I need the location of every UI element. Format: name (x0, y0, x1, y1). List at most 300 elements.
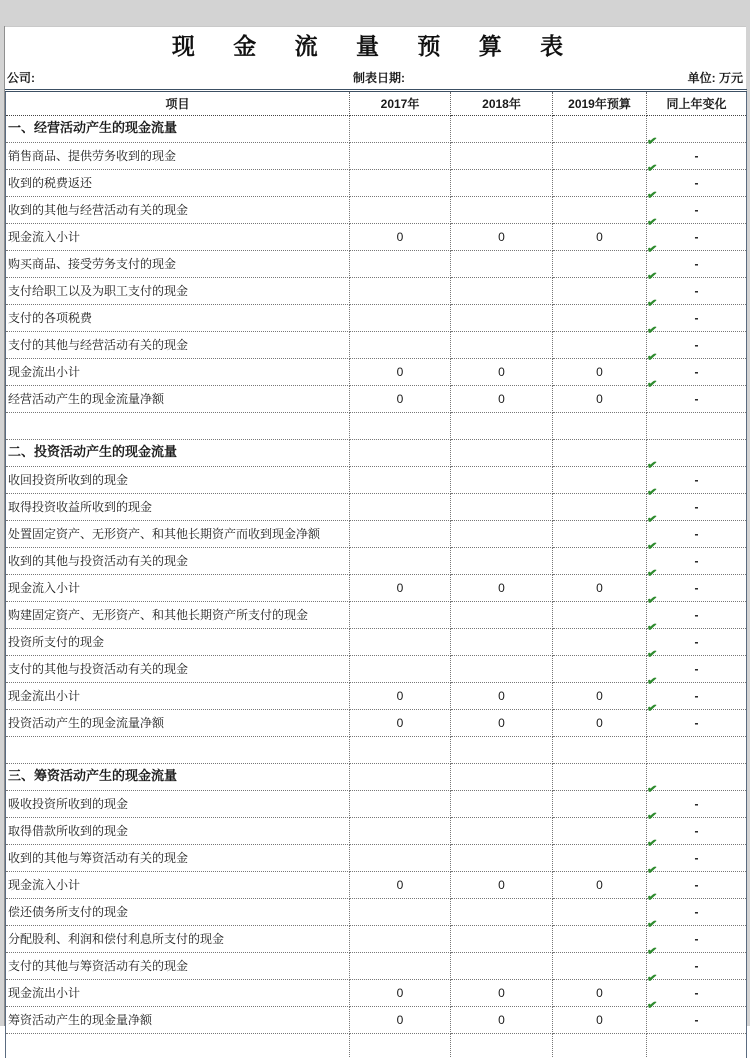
cell-value[interactable]: 0 (451, 224, 553, 251)
cell-value[interactable] (553, 116, 647, 143)
cell-value[interactable] (553, 602, 647, 629)
cell-value[interactable] (553, 440, 647, 467)
cell-value[interactable] (350, 170, 451, 197)
cell-value[interactable]: 0 (350, 683, 451, 710)
cell-label-text: 投资活动产生的现金流量净额 (8, 716, 165, 730)
cell-value[interactable] (350, 791, 451, 818)
table-row (6, 521, 747, 548)
table-row (6, 872, 747, 899)
check-icon: ✔ (646, 133, 658, 149)
cell-value[interactable] (451, 548, 553, 575)
check-icon: ✔ (646, 646, 658, 662)
change-value: - (694, 311, 699, 325)
cell-value[interactable] (451, 440, 553, 467)
cell-value[interactable] (553, 467, 647, 494)
check-icon: ✔ (646, 538, 658, 554)
change-value: - (694, 527, 699, 541)
cell-change[interactable] (646, 592, 747, 629)
cell-label-text: 现金流入小计 (8, 878, 81, 892)
change-value: - (694, 284, 699, 298)
cell-value[interactable] (451, 602, 553, 629)
cell-value[interactable] (451, 143, 553, 170)
header-row (6, 91, 747, 116)
cell-value[interactable]: 0 (451, 359, 553, 386)
change-value: - (694, 716, 699, 730)
cell-change[interactable] (646, 457, 747, 494)
cell-value[interactable] (350, 818, 451, 845)
check-icon: ✔ (646, 592, 658, 608)
cell-value[interactable] (553, 548, 647, 575)
table-row (6, 548, 747, 575)
title-row (5, 27, 746, 63)
check-icon: ✔ (646, 457, 658, 473)
cell-value[interactable]: 0 (553, 710, 647, 737)
cell-value[interactable]: 0 (553, 980, 647, 1007)
cell-value[interactable] (350, 1034, 451, 1058)
change-value: - (694, 1013, 699, 1027)
date-label[interactable]: 制表日期: (353, 71, 405, 85)
cell-label[interactable] (6, 116, 350, 143)
cell-label-text (8, 413, 348, 439)
cell-label-text: 处置固定资产、无形资产、和其他长期资产而收到现金净额 (8, 527, 321, 541)
table-row (6, 575, 747, 602)
table-row (6, 710, 747, 737)
cell-label[interactable] (6, 521, 350, 548)
cell-value[interactable]: 0 (553, 359, 647, 386)
cell-value[interactable] (553, 332, 647, 359)
check-icon: ✔ (646, 781, 658, 797)
cell-label-text: 吸收投资所收到的现金 (8, 797, 129, 811)
cell-label-text: 收到的其他与经营活动有关的现金 (8, 203, 189, 217)
cell-label[interactable] (6, 1034, 350, 1058)
cell-value[interactable] (553, 629, 647, 656)
cell-value[interactable] (350, 953, 451, 980)
cell-change[interactable] (646, 484, 747, 521)
cell-label[interactable] (6, 602, 350, 629)
budget-table (5, 89, 747, 1058)
change-value: - (694, 338, 699, 352)
cell-change[interactable] (646, 970, 747, 1007)
cell-label[interactable] (6, 413, 350, 440)
check-icon: ✔ (646, 673, 658, 689)
table-row (6, 494, 747, 521)
change-value: - (694, 473, 699, 487)
cell-change[interactable] (646, 511, 747, 548)
check-icon: ✔ (646, 349, 658, 365)
change-value: - (694, 176, 699, 190)
cell-label[interactable] (6, 764, 350, 791)
cell-label[interactable] (6, 386, 350, 413)
check-icon: ✔ (646, 268, 658, 284)
cell-label-text: 购买商品、接受劳务支付的现金 (8, 257, 177, 271)
check-icon: ✔ (646, 214, 658, 230)
check-icon: ✔ (646, 160, 658, 176)
cell-value[interactable] (451, 116, 553, 143)
cell-value[interactable] (350, 926, 451, 953)
section-row (6, 764, 747, 791)
cell-label[interactable] (6, 251, 350, 278)
cell-value[interactable]: 0 (350, 359, 451, 386)
cell-change[interactable] (647, 413, 747, 440)
cell-label[interactable] (6, 1007, 350, 1034)
check-icon: ✔ (646, 295, 658, 311)
check-icon: ✔ (646, 484, 658, 500)
change-value: - (694, 500, 699, 514)
cell-value[interactable] (553, 413, 647, 440)
cell-label[interactable] (6, 899, 350, 926)
cell-value[interactable] (451, 467, 553, 494)
cell-label[interactable] (6, 278, 350, 305)
cell-value[interactable] (451, 899, 553, 926)
cell-value[interactable] (553, 818, 647, 845)
cell-value[interactable] (553, 656, 647, 683)
cell-label-text (8, 737, 348, 763)
change-value: - (694, 689, 699, 703)
table-row (6, 386, 747, 413)
cell-label[interactable] (6, 710, 350, 737)
cell-change[interactable] (646, 349, 747, 386)
col-header-2018[interactable]: 2018年 (451, 91, 553, 116)
cell-value[interactable]: 0 (350, 224, 451, 251)
cell-value[interactable]: 0 (350, 386, 451, 413)
unit-label: 单位: 万元 (687, 71, 743, 85)
change-value: - (694, 635, 699, 649)
change-value: - (694, 932, 699, 946)
cell-label-text: 现金流出小计 (8, 689, 81, 703)
cell-label-text: 三、筹资活动产生的现金流量 (8, 768, 178, 783)
change-value: - (694, 203, 699, 217)
cell-value[interactable] (451, 629, 553, 656)
cell-value[interactable] (350, 656, 451, 683)
change-value: - (694, 986, 699, 1000)
check-icon: ✔ (646, 565, 658, 581)
cell-change[interactable] (646, 214, 747, 251)
cell-value[interactable]: 0 (451, 683, 553, 710)
cell-change[interactable] (646, 268, 747, 305)
cell-change[interactable] (646, 835, 747, 872)
cell-value[interactable] (451, 170, 553, 197)
cell-value[interactable] (553, 845, 647, 872)
cell-value[interactable] (553, 278, 647, 305)
cell-label-text: 分配股利、利润和偿付利息所支付的现金 (8, 932, 225, 946)
cell-value[interactable]: 0 (451, 575, 553, 602)
cell-value[interactable] (350, 440, 451, 467)
cell-value[interactable] (553, 1034, 647, 1058)
cell-value[interactable] (350, 197, 451, 224)
table-row (6, 683, 747, 710)
cell-value[interactable]: 0 (451, 980, 553, 1007)
cell-value[interactable]: 0 (451, 1007, 553, 1034)
table-row (6, 197, 747, 224)
cell-label[interactable] (6, 494, 350, 521)
check-icon: ✔ (646, 970, 658, 986)
cell-value[interactable] (350, 143, 451, 170)
change-value: - (694, 959, 699, 973)
col-header-item[interactable]: 项目 (6, 91, 350, 116)
cell-change[interactable] (646, 538, 747, 575)
change-value: - (694, 392, 699, 406)
cell-change[interactable] (646, 781, 747, 818)
cell-label-text: 购建固定资产、无形资产、和其他长期资产所支付的现金 (8, 608, 309, 622)
cell-label-text: 支付的其他与筹资活动有关的现金 (8, 959, 189, 973)
table-row (6, 467, 747, 494)
change-value: - (694, 905, 699, 919)
cell-value[interactable] (553, 953, 647, 980)
table-row (6, 332, 747, 359)
cell-value[interactable] (553, 494, 647, 521)
cell-label[interactable] (6, 737, 350, 764)
change-value: - (694, 257, 699, 271)
cell-label[interactable] (6, 197, 350, 224)
cell-label[interactable] (6, 575, 350, 602)
cell-label-text: 投资所支付的现金 (8, 635, 105, 649)
check-icon: ✔ (646, 835, 658, 851)
cell-value[interactable] (350, 899, 451, 926)
cell-value[interactable] (350, 602, 451, 629)
cell-change[interactable] (647, 737, 747, 764)
change-value: - (694, 365, 699, 379)
cell-change[interactable] (646, 295, 747, 332)
cell-change[interactable] (646, 619, 747, 656)
change-value: - (694, 230, 699, 244)
cell-change[interactable] (647, 116, 747, 143)
table-row (6, 278, 747, 305)
cell-value[interactable] (553, 764, 647, 791)
change-value: - (694, 608, 699, 622)
cell-value[interactable]: 0 (553, 872, 647, 899)
cell-value[interactable]: 0 (553, 386, 647, 413)
cell-change[interactable] (647, 764, 747, 791)
section-row (6, 116, 747, 143)
cell-label-text: 一、经营活动产生的现金流量 (8, 120, 178, 135)
cell-value[interactable]: 0 (350, 575, 451, 602)
cell-label[interactable] (6, 791, 350, 818)
check-icon: ✔ (646, 808, 658, 824)
cell-change[interactable] (646, 187, 747, 224)
cell-value[interactable] (451, 413, 553, 440)
page-top-margin (0, 0, 750, 26)
cell-value[interactable] (451, 305, 553, 332)
col-header-2019-budget[interactable]: 2019年预算 (553, 91, 647, 116)
cell-value[interactable] (451, 818, 553, 845)
cell-label[interactable] (6, 143, 350, 170)
cell-label[interactable] (6, 926, 350, 953)
change-value: - (694, 581, 699, 595)
cell-value[interactable] (451, 197, 553, 224)
cell-value[interactable] (553, 251, 647, 278)
cell-label[interactable] (6, 683, 350, 710)
cell-value[interactable]: 0 (451, 386, 553, 413)
page-title: 现 金 流 量 预 算 表 (171, 33, 580, 59)
section-row (6, 440, 747, 467)
cell-value[interactable] (553, 305, 647, 332)
cell-label-text: 销售商品、提供劳务收到的现金 (8, 149, 177, 163)
col-header-yoy-change[interactable]: 同上年变化 (647, 91, 747, 116)
cell-change[interactable] (646, 322, 747, 359)
cell-label-text: 筹资活动产生的现金量净额 (8, 1013, 153, 1027)
cell-value[interactable] (350, 278, 451, 305)
cell-change[interactable] (646, 997, 747, 1034)
cell-value[interactable] (553, 197, 647, 224)
table-row (6, 143, 747, 170)
cell-change[interactable] (647, 1034, 747, 1058)
cell-value[interactable] (350, 521, 451, 548)
cell-value[interactable]: 0 (350, 872, 451, 899)
cell-label-text: 取得投资收益所收到的现金 (8, 500, 153, 514)
table-row (6, 359, 747, 386)
empty-row (6, 1034, 747, 1058)
cell-change[interactable] (646, 646, 747, 683)
cell-label-text: 偿还债务所支付的现金 (8, 905, 129, 919)
cell-label-text: 二、投资活动产生的现金流量 (8, 444, 178, 459)
cell-change[interactable] (647, 440, 747, 467)
cell-label[interactable] (6, 467, 350, 494)
change-value: - (694, 797, 699, 811)
check-icon: ✔ (646, 943, 658, 959)
cell-value[interactable] (451, 764, 553, 791)
cell-value[interactable] (451, 656, 553, 683)
cell-value[interactable] (350, 305, 451, 332)
cell-change[interactable] (646, 673, 747, 710)
cell-label[interactable] (6, 224, 350, 251)
cell-value[interactable] (553, 521, 647, 548)
change-value: - (694, 824, 699, 838)
cell-value[interactable] (451, 521, 553, 548)
cell-value[interactable] (350, 251, 451, 278)
cell-change[interactable] (646, 700, 747, 737)
cell-label-text: 收到的税费返还 (8, 176, 93, 190)
cell-label[interactable] (6, 845, 350, 872)
cell-label[interactable] (6, 305, 350, 332)
cell-value[interactable]: 0 (350, 1007, 451, 1034)
cell-value[interactable]: 0 (350, 980, 451, 1007)
cell-value[interactable] (451, 737, 553, 764)
cell-value[interactable]: 0 (451, 872, 553, 899)
cell-value[interactable]: 0 (553, 575, 647, 602)
cell-change[interactable] (646, 808, 747, 845)
cell-label[interactable] (6, 359, 350, 386)
cell-value[interactable] (451, 926, 553, 953)
cell-label[interactable] (6, 953, 350, 980)
company-label[interactable]: 公司: (7, 71, 35, 85)
cell-label-text: 收到的其他与筹资活动有关的现金 (8, 851, 189, 865)
cell-label[interactable] (6, 629, 350, 656)
col-header-2017[interactable]: 2017年 (350, 91, 451, 116)
table-row (6, 602, 747, 629)
cell-value[interactable] (350, 629, 451, 656)
cell-value[interactable] (350, 467, 451, 494)
cell-value[interactable] (350, 548, 451, 575)
table-row (6, 899, 747, 926)
cell-label-text: 现金流入小计 (8, 581, 81, 595)
table-row (6, 224, 747, 251)
cell-value[interactable] (553, 791, 647, 818)
table-row (6, 980, 747, 1007)
cell-label[interactable] (6, 980, 350, 1007)
table-row (6, 818, 747, 845)
check-icon: ✔ (646, 322, 658, 338)
cell-change[interactable] (646, 241, 747, 278)
cell-value[interactable]: 0 (350, 710, 451, 737)
cell-label[interactable] (6, 818, 350, 845)
table-row (6, 305, 747, 332)
cell-value[interactable] (350, 764, 451, 791)
cell-value[interactable] (350, 116, 451, 143)
cell-value[interactable]: 0 (451, 710, 553, 737)
check-icon: ✔ (646, 889, 658, 905)
cell-value[interactable] (350, 494, 451, 521)
cell-label[interactable] (6, 548, 350, 575)
cell-value[interactable] (553, 737, 647, 764)
table-row (6, 791, 747, 818)
cell-label[interactable] (6, 656, 350, 683)
cell-value[interactable]: 0 (553, 683, 647, 710)
cell-value[interactable] (451, 332, 553, 359)
cell-label-text: 取得借款所收到的现金 (8, 824, 129, 838)
cell-value[interactable]: 0 (553, 1007, 647, 1034)
cell-value[interactable] (451, 494, 553, 521)
cell-label-text: 经营活动产生的现金流量净额 (8, 392, 165, 406)
cell-value[interactable] (451, 1034, 553, 1058)
cell-change[interactable] (646, 376, 747, 413)
meta-row (5, 63, 746, 89)
cell-value[interactable] (553, 170, 647, 197)
cell-value[interactable] (350, 737, 451, 764)
cell-label-text: 支付给职工以及为职工支付的现金 (8, 284, 189, 298)
cell-value[interactable] (350, 413, 451, 440)
empty-row (6, 413, 747, 440)
cell-value[interactable] (350, 845, 451, 872)
cell-label[interactable] (6, 872, 350, 899)
check-icon: ✔ (646, 376, 658, 392)
cell-change[interactable] (646, 862, 747, 899)
cell-change[interactable] (646, 943, 747, 980)
cell-value[interactable] (451, 953, 553, 980)
cell-value[interactable] (451, 791, 553, 818)
cell-label[interactable] (6, 440, 350, 467)
cell-value[interactable] (350, 332, 451, 359)
cell-change[interactable] (646, 889, 747, 926)
cell-change[interactable] (646, 916, 747, 953)
cell-label-text: 支付的其他与经营活动有关的现金 (8, 338, 189, 352)
cell-value[interactable] (553, 899, 647, 926)
cell-value[interactable] (553, 143, 647, 170)
cell-change[interactable] (646, 160, 747, 197)
cell-label-text: 支付的各项税费 (8, 311, 93, 325)
cell-label[interactable] (6, 332, 350, 359)
cell-value[interactable] (451, 278, 553, 305)
check-icon: ✔ (646, 862, 658, 878)
table-row (6, 170, 747, 197)
check-icon: ✔ (646, 511, 658, 527)
check-icon: ✔ (646, 619, 658, 635)
cell-value[interactable]: 0 (553, 224, 647, 251)
change-value: - (694, 851, 699, 865)
cell-label[interactable] (6, 170, 350, 197)
cell-value[interactable] (451, 251, 553, 278)
change-value: - (694, 878, 699, 892)
cell-label-text: 现金流入小计 (8, 230, 81, 244)
check-icon: ✔ (646, 187, 658, 203)
change-value: - (694, 149, 699, 163)
cell-change[interactable] (646, 133, 747, 170)
cell-change[interactable] (646, 565, 747, 602)
cell-value[interactable] (553, 926, 647, 953)
check-icon: ✔ (646, 700, 658, 716)
change-value: - (694, 554, 699, 568)
cell-label-text: 收到的其他与投资活动有关的现金 (8, 554, 189, 568)
cell-value[interactable] (451, 845, 553, 872)
